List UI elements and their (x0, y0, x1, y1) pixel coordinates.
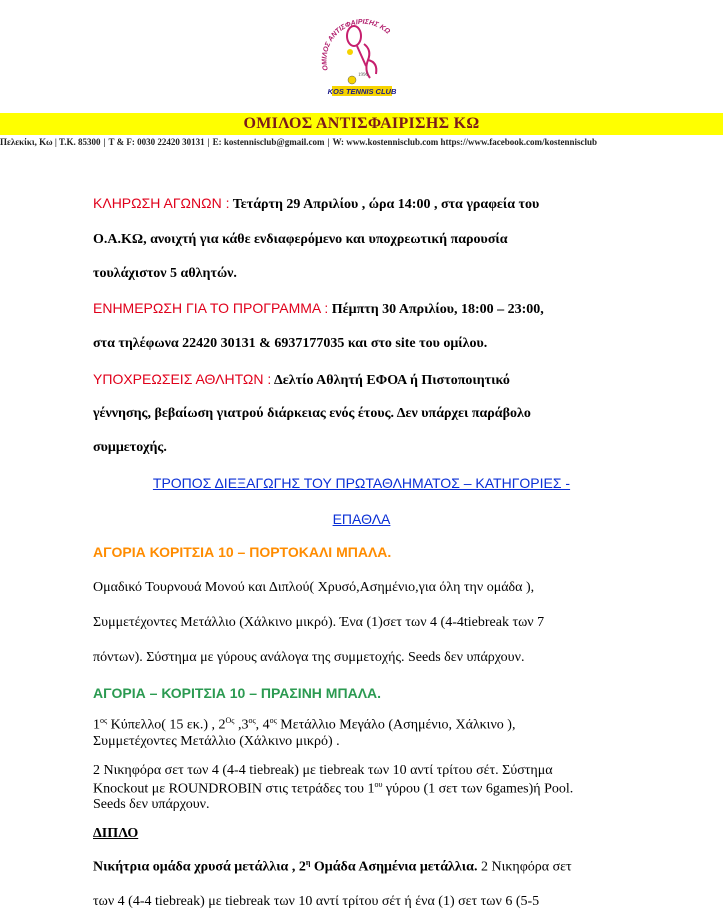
green-ball-heading: ΑΓΟΡΙΑ – ΚΟΡΙΤΣΙΑ 10 – ΠΡΑΣΙΝΗ ΜΠΑΛΑ. (93, 685, 382, 701)
green-p1-a: 1 (93, 717, 100, 733)
green-para1-line-1 (93, 716, 515, 734)
logo-ring-text: ΟΜΙΛΟΣ ΑΝΤΙΣΦΑΙΡΙΣΗΣ ΚΩ (321, 18, 392, 72)
green-p1-c-sup: ος (248, 716, 256, 725)
green-p2-b: γύρου (1 σετ των 6games)ή Pool. (382, 781, 574, 797)
contact-address: Πελεκίκι, Κω | Τ.Κ. 85300 (0, 137, 101, 147)
logo-year: 1996 (358, 73, 368, 78)
green-para2-line-2 (93, 780, 573, 798)
format-heading-link-1[interactable]: ΤΡΟΠΟΣ ΔΙΕΞΑΓΩΓΗΣ ΤΟΥ ΠΡΩΤΑΘΛΗΜΑΤΟΣ – ΚΑΤΗΓΟΡΙΕΣ - (152, 475, 571, 491)
draw-line-1 (93, 195, 539, 213)
schedule-line-2: στα τηλέφωνα 22420 30131 & 6937177035 και στο site του ομίλου. (93, 336, 488, 351)
contact-line: Πελεκίκι, Κω | Τ.Κ. 85300 | T & F: 0030 22420 30131 | E: kostennisclub@gmail.com | W: www.kostennisclub.com https://www.facebook.com/kostennisclub (0, 137, 597, 147)
orange-ball-heading: ΑΓΟΡΙΑ ΚΟΡΙΤΣΙΑ 10 – ΠΟΡΤΟΚΑΛΙ ΜΠΑΛΑ. (93, 544, 392, 560)
orange-line-1: Ομαδικό Τουρνουά Μονού και Διπλού( Χρυσό,Ασημένιο,για όλη την ομάδα ), (93, 580, 535, 595)
green-p1-d-sup: ος (269, 716, 277, 725)
contact-email[interactable]: E: kostennisclub@gmail.com (212, 137, 325, 147)
draw-line-3: τουλάχιστον 5 αθλητών. (93, 266, 237, 281)
doubles-bold-1: Νικήτρια ομάδα χρυσά μετάλλια , 2 (93, 859, 306, 875)
draw-text-1: Τετάρτη 29 Απριλίου , ώρα 14:00 , στα γραφεία του (229, 197, 540, 212)
schedule-line-1 (93, 300, 544, 318)
schedule-label: ΕΝΗΜΕΡΩΣΗ ΓΙΑ ΤΟ ΠΡΟΓΡΑΜΜΑ : (93, 300, 329, 316)
doubles-line-1 (93, 858, 572, 876)
doubles-bold-2: Ομάδα Ασημένια μετάλλια. (310, 859, 478, 875)
doubles-sup: η (305, 858, 311, 867)
orange-line-3: πόντων). Σύστημα με γύρους ανάλογα της συμμετοχής. Seeds δεν υπάρχουν. (93, 650, 525, 665)
green-p1-b-sup: Ος (225, 716, 235, 725)
green-para2-line-3: Seeds δεν υπάρχουν. (93, 797, 210, 812)
club-title-banner: ΟΜΙΛΟΣ ΑΝΤΙΣΦΑΙΡΙΣΗΣ ΚΩ (0, 113, 723, 135)
obligations-line-1 (93, 371, 510, 389)
contact-phone: T & F: 0030 22420 30131 (108, 137, 205, 147)
green-p1-e: Μετάλλιο Μεγάλο (Ασημένιο, Χάλκινο ), (276, 717, 516, 733)
doubles-line-2: των 4 (4-4 tiebreak) με tiebreak των 10 αντί τρίτου σέτ ή ένα (1) σετ των 6 (5-5 (93, 894, 540, 909)
green-para1-line-2: Συμμετέχοντες Μετάλλιο (Χάλκινο μικρό) . (93, 734, 340, 749)
format-heading-link-2[interactable]: ΕΠΑΘΛΑ (332, 511, 391, 527)
green-p2-a: Knockout με ROUNDROBIN στις τετράδες του 1 (93, 781, 375, 797)
green-p1-b: Κύπελλο( 15 εκ.) , 2 (107, 717, 226, 733)
green-p1-c: ,3 (234, 717, 249, 733)
green-p2-sup: ου (374, 780, 383, 789)
orange-line-2: Συμμετέχοντες Μετάλλιο (Χάλκινο μικρό). Ένα (1)σετ των 4 (4-4tiebreak των 7 (93, 615, 545, 630)
green-p1-d: , 4 (255, 717, 270, 733)
obligations-text-1: Δελτίο Αθλητή ΕΦΟΑ ή Πιστοποιητικό (271, 373, 510, 388)
draw-label: ΚΛΗΡΩΣΗ ΑΓΩΝΩΝ : (93, 195, 230, 211)
obligations-line-3: συμμετοχής. (93, 440, 167, 455)
draw-line-2: Ο.Α.ΚΩ, ανοιχτή για κάθε ενδιαφερόμενο και υποχρεωτική παρουσία (93, 232, 508, 247)
logo-emblem-icon (306, 0, 418, 112)
obligations-label: ΥΠΟΧΡΕΩΣΕΙΣ ΑΘΛΗΤΩΝ : (93, 371, 272, 387)
logo-club-name: KOS TENNIS CLUB (327, 87, 397, 96)
green-p1-a-sup: ος (100, 716, 108, 725)
obligations-line-2: γέννησης, βεβαίωση γιατρού διάρκειας ενός έτους. Δεν υπάρχει παράβολο (93, 406, 531, 421)
schedule-text-1: Πέμπτη 30 Απριλίου, 18:00 – 23:00, (328, 302, 544, 317)
doubles-rest: 2 Νικηφόρα σετ (477, 859, 572, 875)
doubles-heading: ΔΙΠΛΟ (93, 826, 139, 841)
format-heading-1[interactable] (0, 475, 723, 493)
format-heading-2[interactable] (0, 511, 723, 529)
club-logo (306, 0, 418, 112)
green-para2-line-1: 2 Νικηφόρα σετ των 4 (4-4 tiebreak) με tiebreak των 10 αντί τρίτου σέτ. Σύστημα (93, 763, 553, 778)
contact-web[interactable]: W: www.kostennisclub.com https://www.facebook.com/kostennisclub (332, 137, 597, 147)
